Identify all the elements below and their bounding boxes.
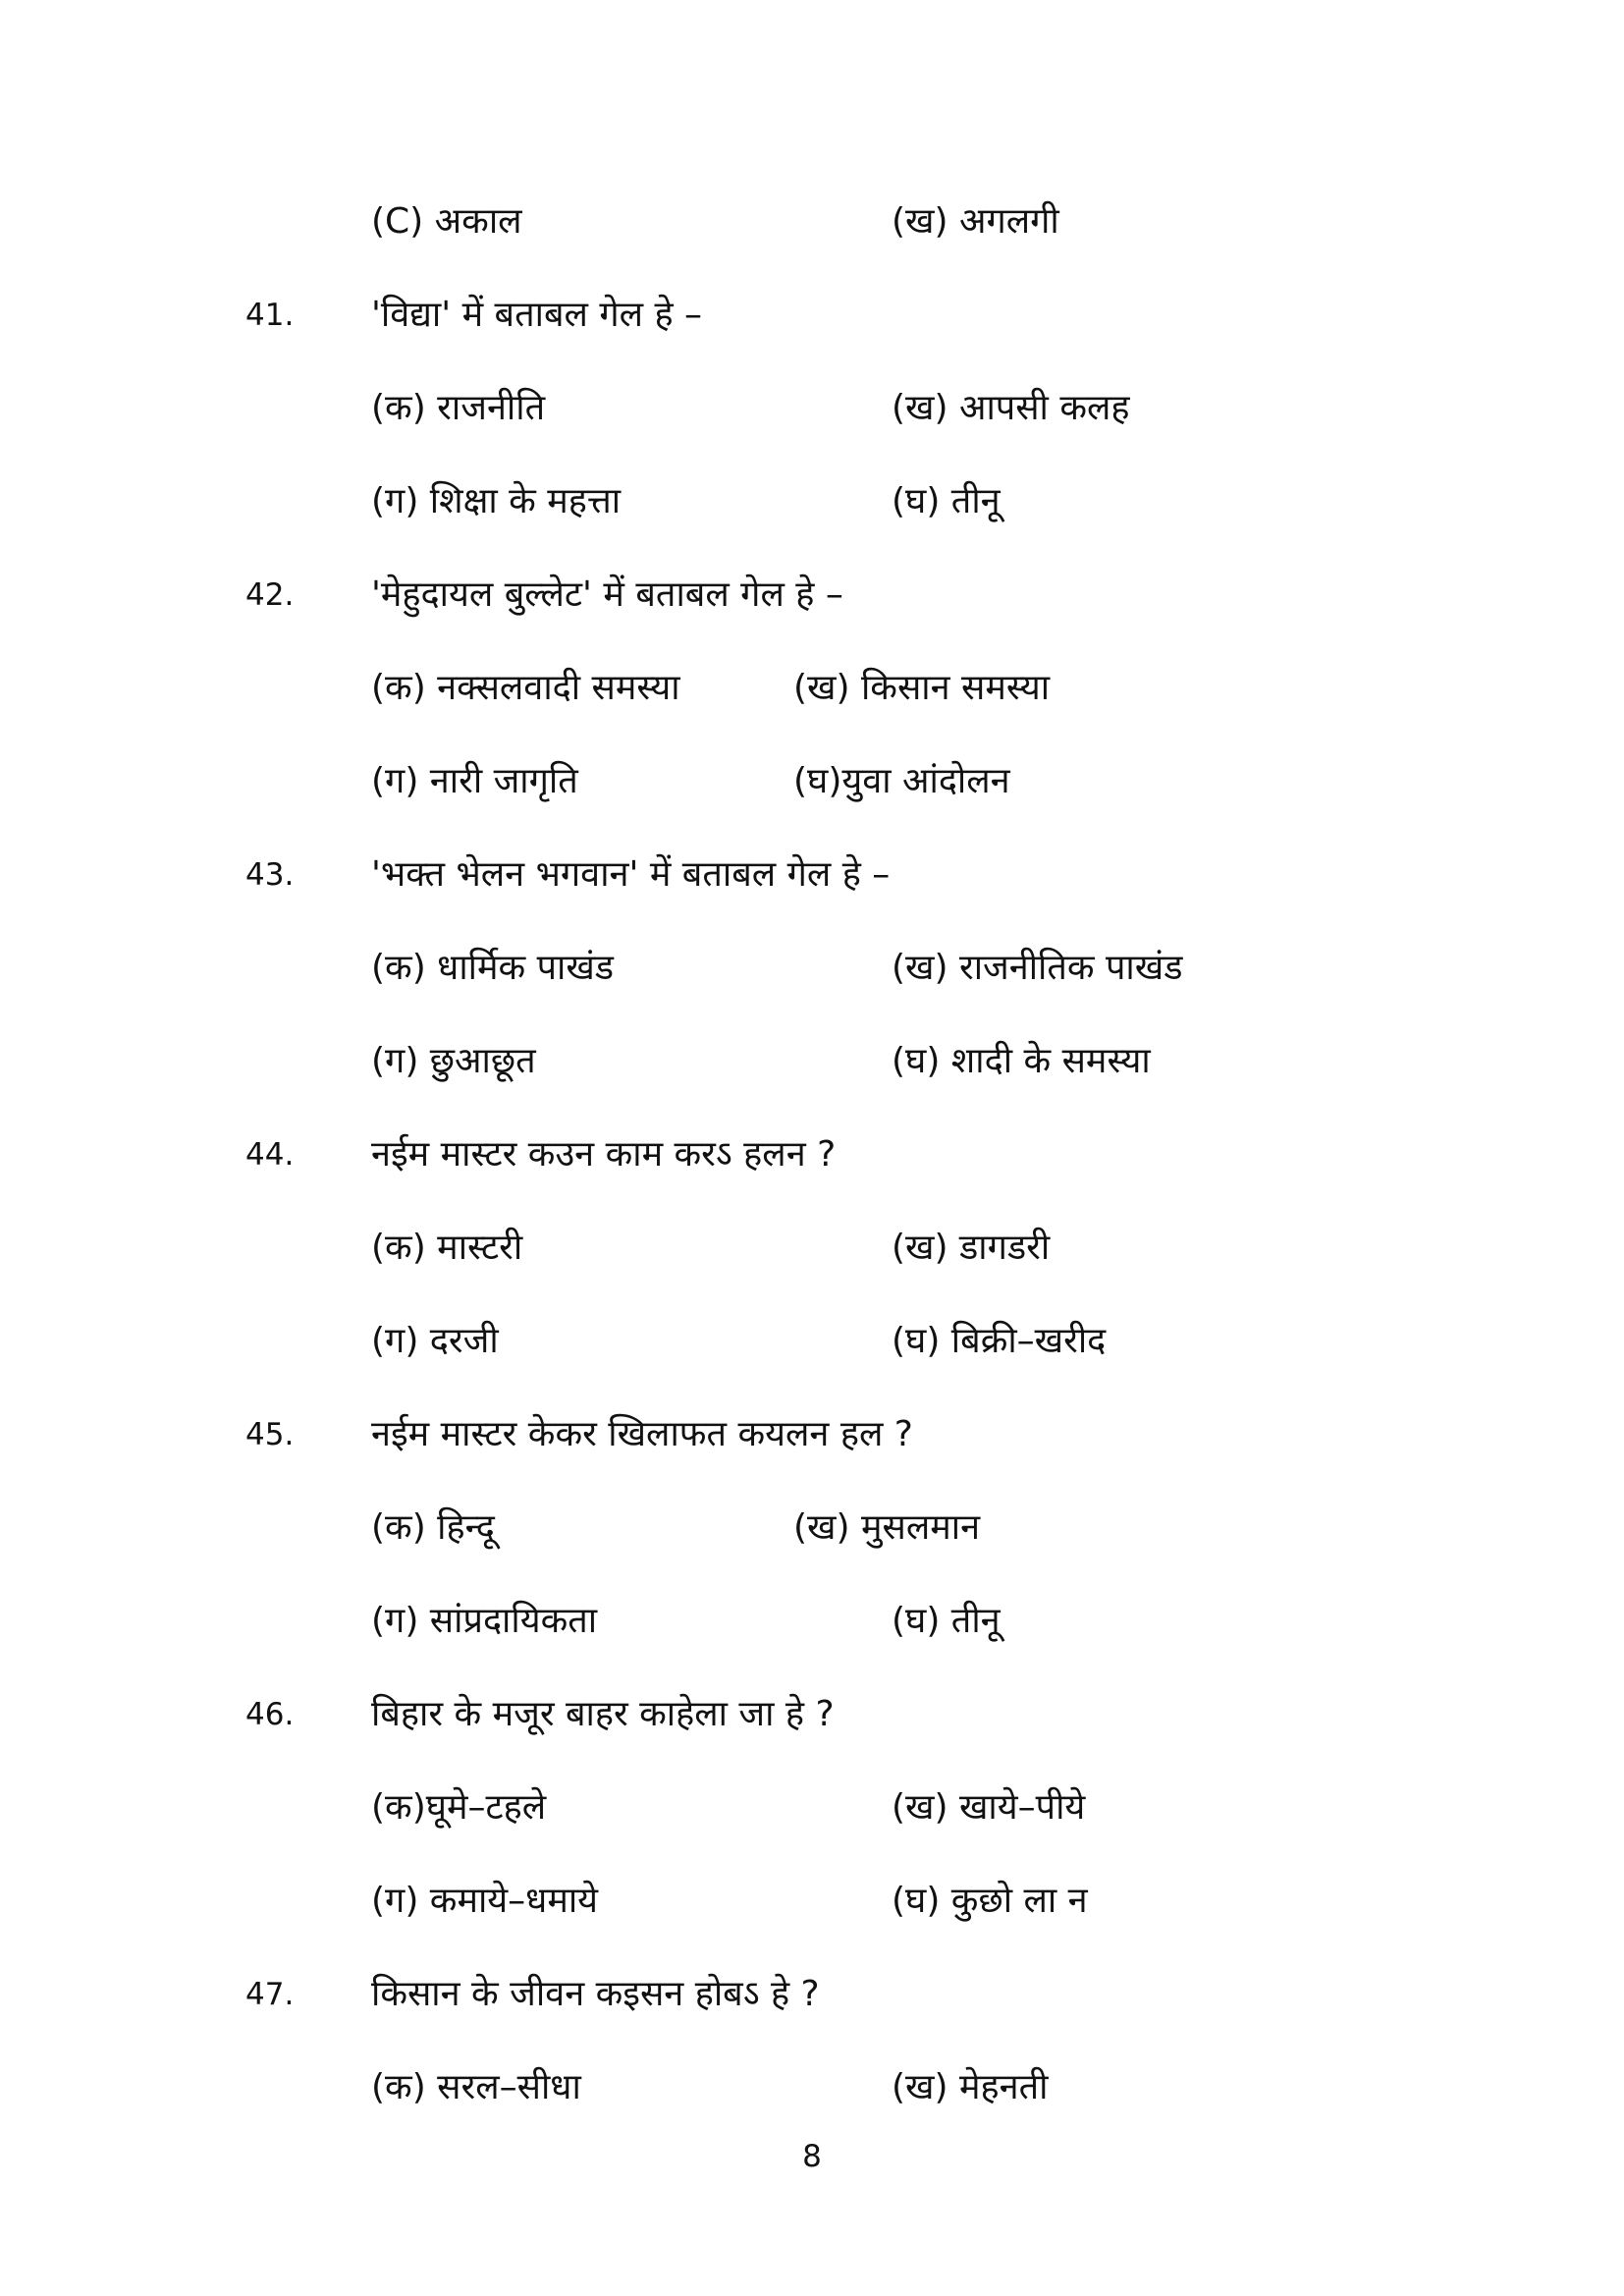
option: (क) मास्टरी: [371, 1228, 523, 1268]
option-row: [0, 1872, 1624, 1931]
option: (घ) शादी के समस्या: [892, 1041, 1151, 1081]
option-row: [0, 939, 1624, 998]
option: (ख) राजनीतिक पाखंड: [892, 948, 1183, 988]
option: (क) राजनीति: [371, 388, 546, 428]
option-row: [0, 1312, 1624, 1371]
question-number: 43.: [245, 857, 295, 893]
option-row: [0, 1592, 1624, 1651]
question-row: [0, 1405, 1624, 1464]
question-row: [0, 1685, 1624, 1744]
option: (घ) बिक्री–खरीद: [892, 1321, 1107, 1361]
option: (क) नक्सलवादी समस्या: [371, 668, 680, 708]
question-row: [0, 1965, 1624, 2024]
question-row: [0, 286, 1624, 345]
option: (ग) छुआछूत: [371, 1041, 536, 1081]
question-row: [0, 1125, 1624, 1184]
option-row: [0, 752, 1624, 811]
question-number: 41.: [245, 298, 295, 333]
question-text: 'मेहुदायल बुल्लेट' में बताबल गेल हे –: [371, 574, 843, 615]
question-number: 42.: [245, 577, 295, 613]
option-row: [0, 1219, 1624, 1278]
option: (ख) खाये–पीये: [892, 1787, 1086, 1828]
option: (घ)युवा आंदोलन: [793, 761, 1010, 801]
option-row: [0, 1032, 1624, 1091]
option: (घ) कुछो ला न: [892, 1881, 1088, 1921]
option: (ख) किसान समस्या: [793, 668, 1051, 708]
option: (क) हिन्दू: [371, 1507, 495, 1548]
question-text: किसान के जीवन कइसन होबऽ हे ?: [371, 1974, 820, 2014]
page-number: 8: [802, 2139, 822, 2174]
option-row: [0, 192, 1624, 251]
option: (ख) अगलगी: [892, 201, 1059, 242]
option-row: [0, 2058, 1624, 2117]
option-row: [0, 472, 1624, 531]
option: (ख) डागडरी: [892, 1228, 1051, 1268]
option: (घ) तीनू: [892, 1601, 1001, 1641]
option: (क) धार्मिक पाखंड: [371, 948, 615, 988]
option: (क) सरल–सीधा: [371, 2067, 581, 2107]
question-number: 44.: [245, 1137, 295, 1173]
option: (क)घूमे–टहले: [371, 1787, 547, 1828]
question-text: 'भक्त भेलन भगवान' में बताबल गेल हे –: [371, 854, 891, 895]
question-number: 45.: [245, 1417, 295, 1452]
option: (ग) दरजी: [371, 1321, 499, 1361]
option: (ख) आपसी कलह: [892, 388, 1130, 428]
option: (ग) कमाये–धमाये: [371, 1881, 599, 1921]
option: (ग) सांप्रदायिकता: [371, 1601, 598, 1641]
question-text: 'विद्या' में बताबल गेल हे –: [371, 295, 703, 335]
option: (ग) शिक्षा के महत्ता: [371, 481, 622, 521]
option-row: [0, 1499, 1624, 1558]
question-number: 47.: [245, 1977, 295, 2012]
option-row: [0, 659, 1624, 718]
option: (ग) नारी जागृति: [371, 761, 578, 801]
option-row: [0, 1778, 1624, 1837]
question-text: नईम मास्टर कउन काम करऽ हलन ?: [371, 1134, 837, 1175]
option: (ख) मेहनती: [892, 2067, 1049, 2107]
question-number: 46.: [245, 1697, 295, 1732]
question-row: [0, 566, 1624, 625]
option: (ख) मुसलमान: [793, 1507, 981, 1548]
option: (C) अकाल: [371, 201, 522, 242]
question-text: नईम मास्टर केकर खिलाफत कयलन हल ?: [371, 1414, 913, 1454]
option: (घ) तीनू: [892, 481, 1001, 521]
option-row: [0, 379, 1624, 438]
question-row: [0, 846, 1624, 904]
question-text: बिहार के मजूर बाहर काहेला जा हे ?: [371, 1694, 835, 1734]
